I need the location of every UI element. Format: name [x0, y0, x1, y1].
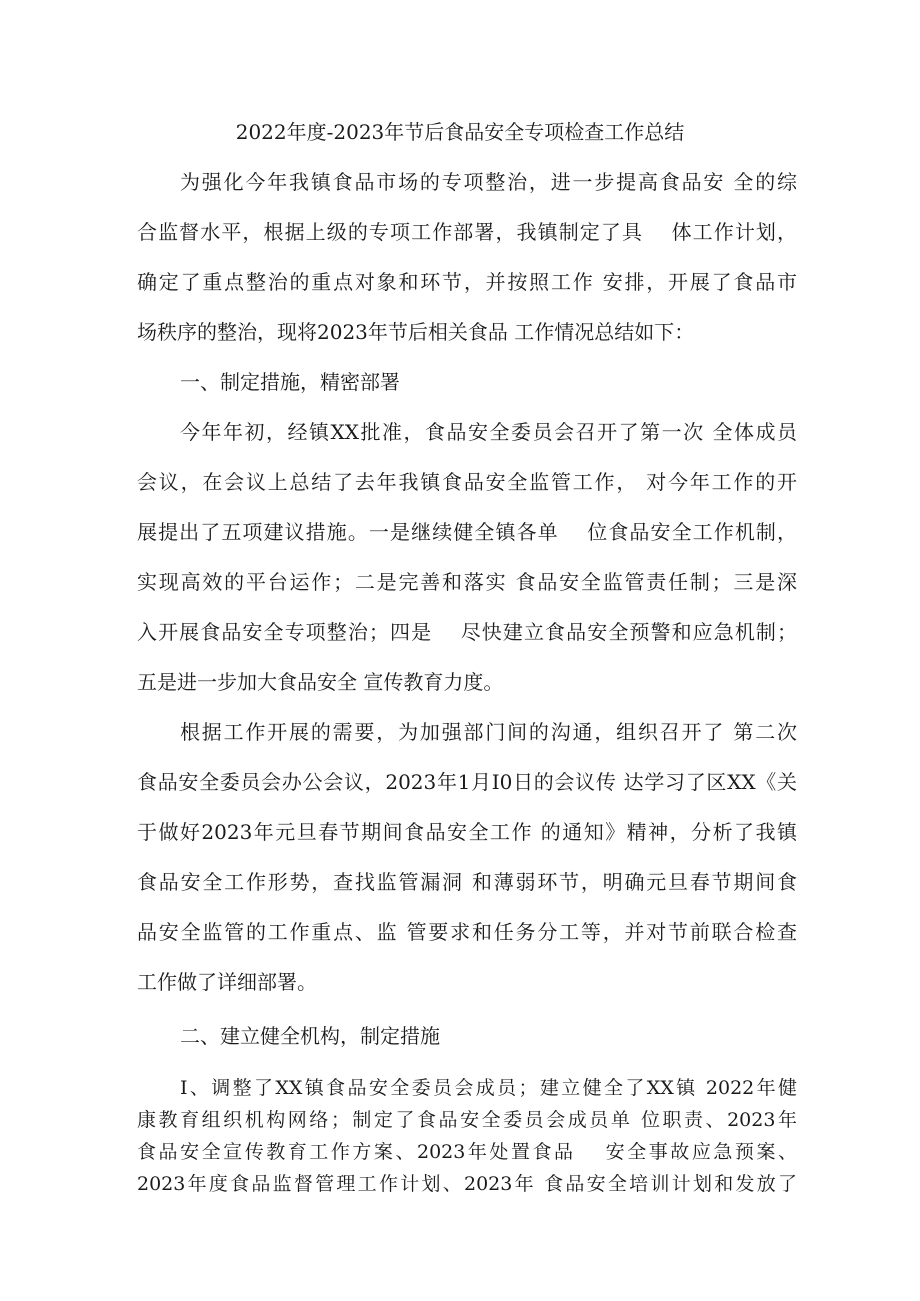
section-heading: 一、制定措施，精密部署 — [180, 370, 400, 394]
text-line: 于做好2023年元旦春节期间食品安全工作 的通知》精神，分析了我镇 — [137, 820, 797, 844]
text-line: 工作做了详细部署。 — [137, 970, 317, 994]
text-line: 康教育组织机构网络；制定了食品安全委员会成员单 位职责、2023年 — [137, 1109, 797, 1131]
text-line: I、调整了XX镇食品安全委员会成员；建立健全了XX镇 2022年健 — [180, 1077, 797, 1099]
text-line: 展提出了五项建议措施。一是继续健全镇各单 位食品安全工作机制， — [137, 520, 797, 544]
document-title: 2022年度-2023年节后食品安全专项检查工作总结 — [235, 120, 685, 144]
text-line: 品安全监管的工作重点、监 管要求和任务分工等，并对节前联合检查 — [137, 920, 797, 944]
text-line: 食品安全宣传教育工作方案、2023年处置食品 安全事故应急预案、 — [137, 1141, 797, 1163]
text-line: 为强化今年我镇食品市场的专项整治，进一步提高食品安 全的综 — [180, 170, 797, 194]
text-line: 五是进一步加大食品安全 宣传教育力度。 — [137, 670, 504, 694]
text-line: 合监督水平，根据上级的专项工作部署，我镇制定了具 体工作计划， — [137, 220, 797, 244]
section-heading: 二、建立健全机构，制定措施 — [180, 1024, 440, 1048]
text-line: 食品安全工作形势，查找监管漏洞 和薄弱环节，明确元旦春节期间食 — [137, 870, 797, 894]
text-line: 会议，在会议上总结了去年我镇食品安全监管工作， 对今年工作的开 — [137, 470, 797, 494]
text-line: 根据工作开展的需要，为加强部门间的沟通，组织召开了 第二次 — [180, 720, 797, 744]
text-line: 实现高效的平台运作；二是完善和落实 食品安全监管责任制；三是深 — [137, 570, 797, 594]
text-line: 场秩序的整治，现将2023年节后相关食品 工作情况总结如下： — [137, 320, 695, 344]
text-line: 2023年度食品监督管理工作计划、2023年 食品安全培训计划和发放了 — [137, 1173, 797, 1195]
text-line: 确定了重点整治的重点对象和环节，并按照工作 安排，开展了食品市 — [137, 270, 797, 294]
text-line: 食品安全委员会办公会议，2023年1月I0日的会议传 达学习了区XX《关 — [137, 770, 797, 794]
text-line: 今年年初，经镇XX批准，食品安全委员会召开了第一次 全体成员 — [180, 420, 797, 444]
text-line: 入开展食品安全专项整治；四是 尽快建立食品安全预警和应急机制； — [137, 620, 797, 644]
